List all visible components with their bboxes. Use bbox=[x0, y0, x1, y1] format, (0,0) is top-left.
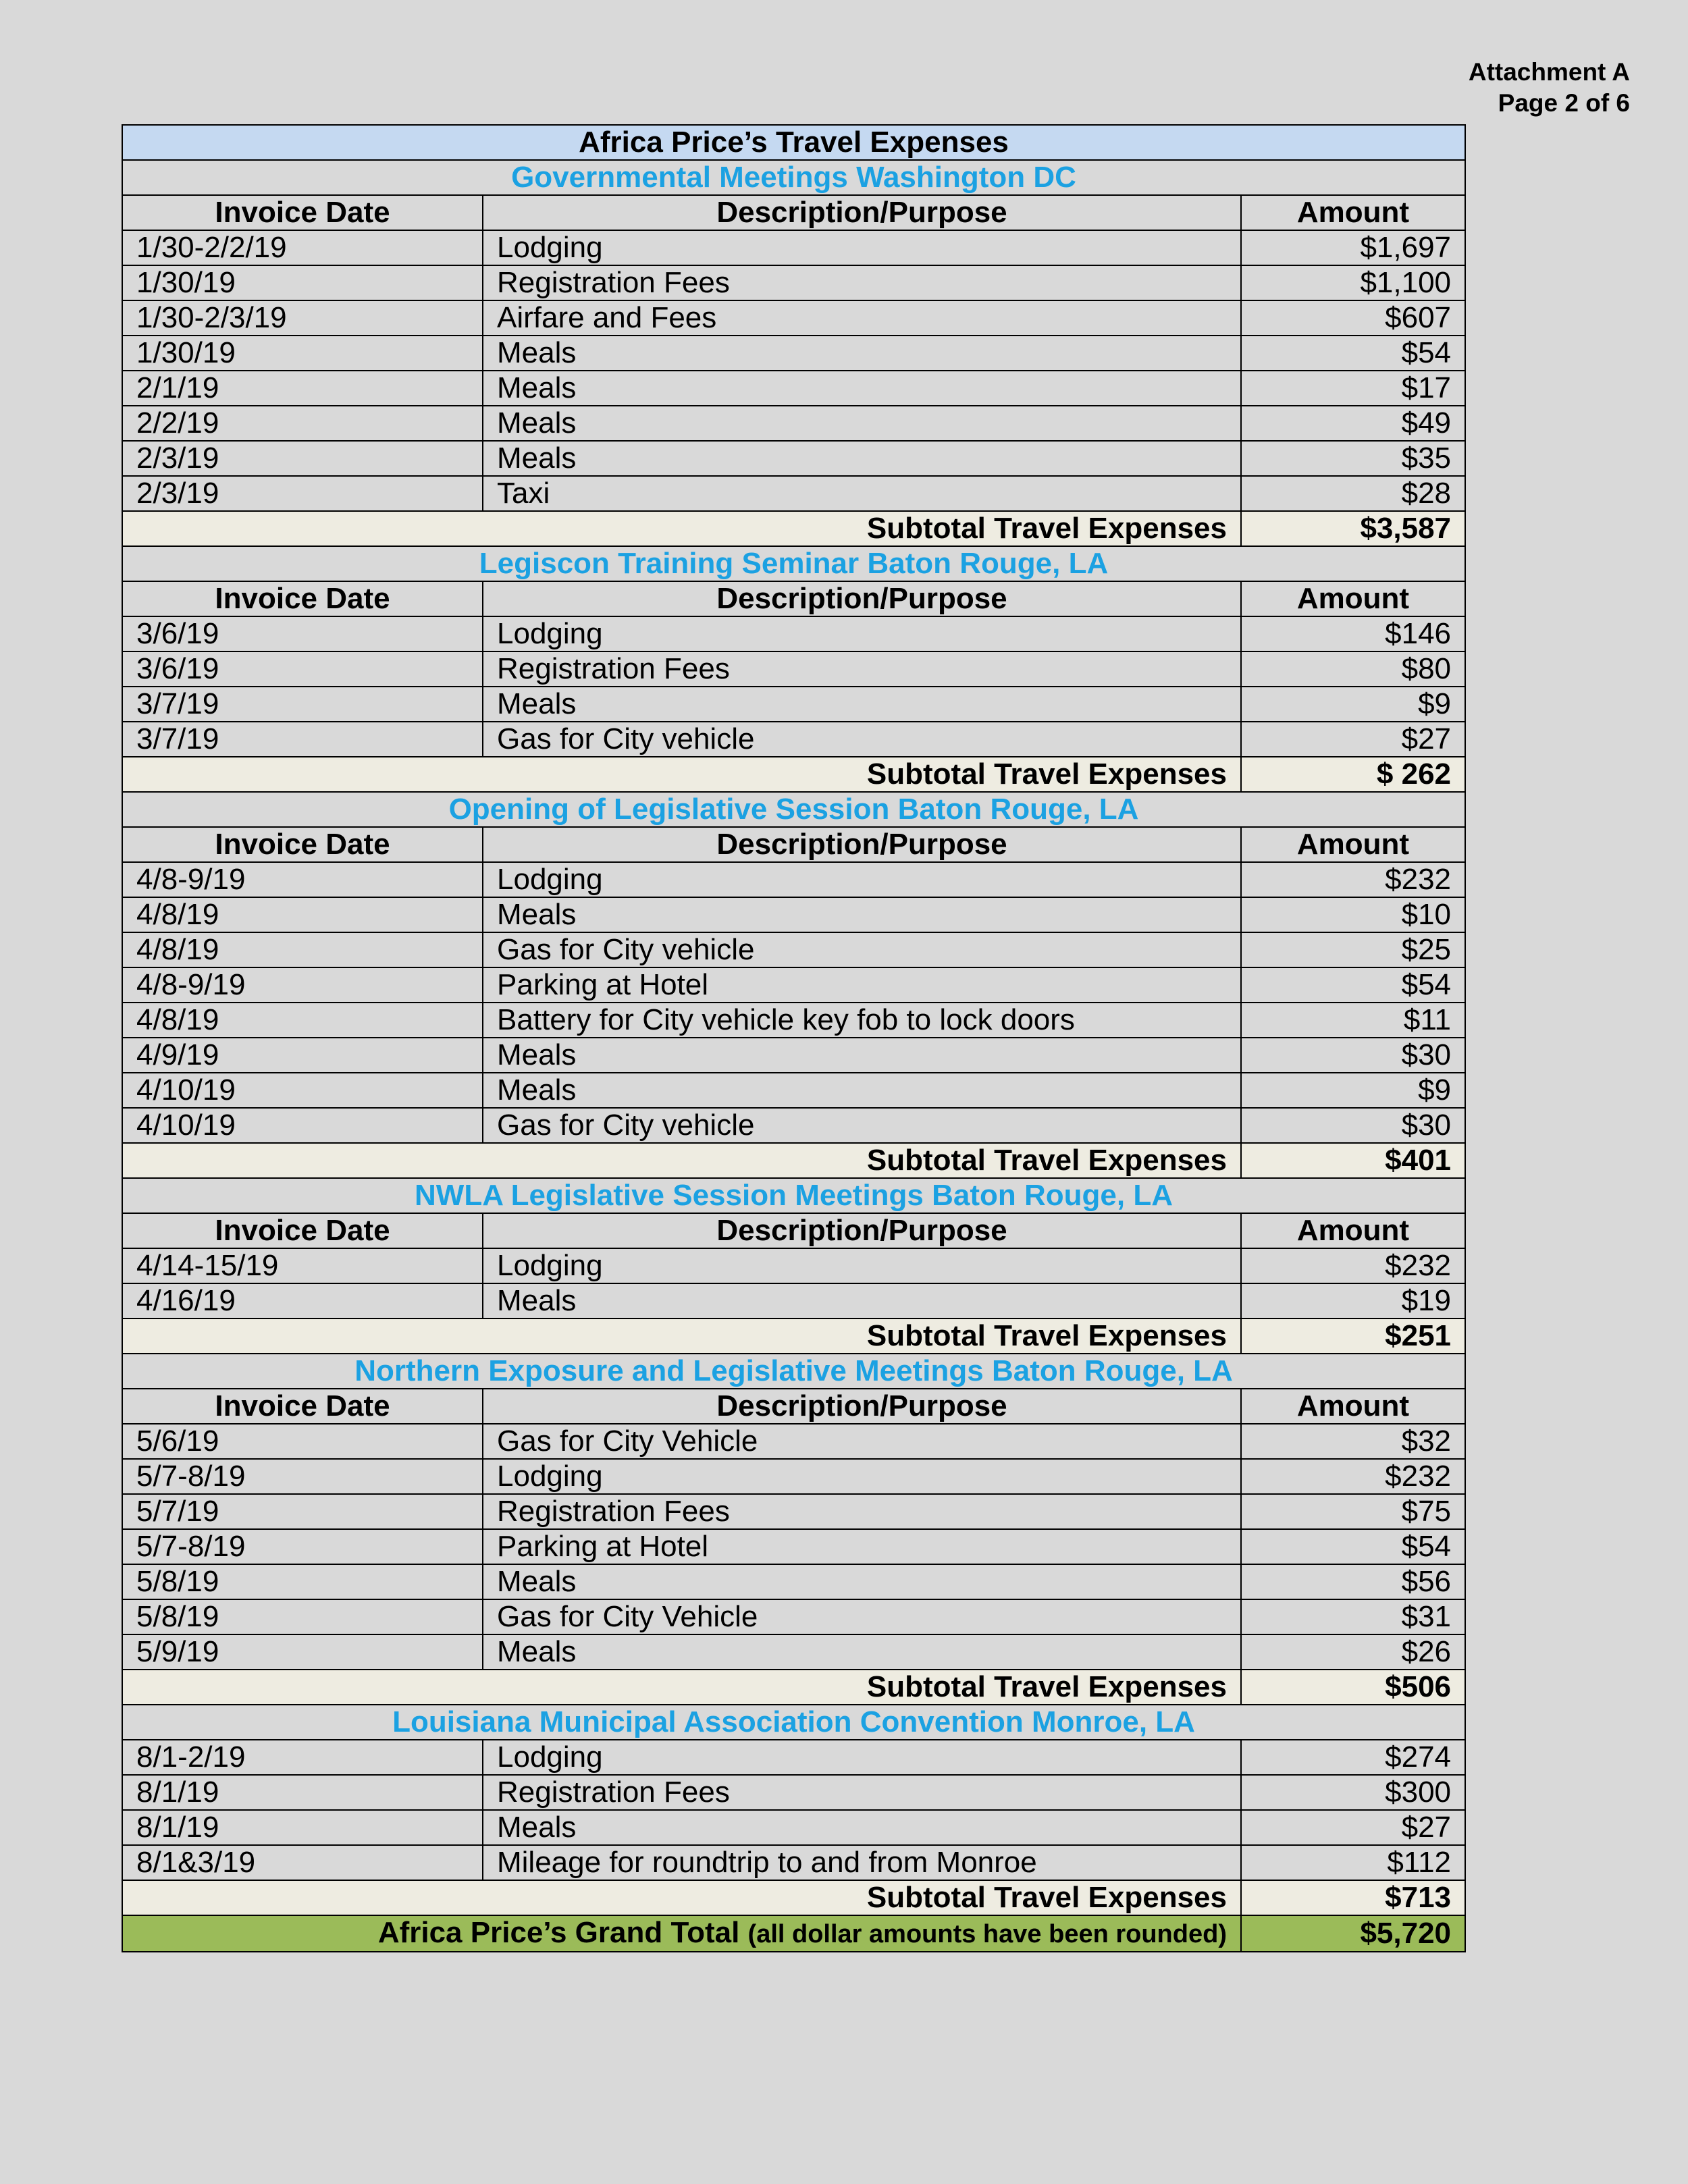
table-row bbox=[122, 1845, 1465, 1880]
amount-cell: $607 bbox=[1241, 300, 1465, 336]
amount-cell: $30 bbox=[1241, 1038, 1465, 1073]
description-cell: Lodging bbox=[483, 616, 1241, 651]
description-cell: Lodging bbox=[483, 1740, 1241, 1775]
amount-cell: $1,697 bbox=[1241, 230, 1465, 265]
subtotal-amount: $251 bbox=[1241, 1319, 1465, 1354]
description-cell: Meals bbox=[483, 687, 1241, 722]
amount-cell: $11 bbox=[1241, 1003, 1465, 1038]
description-cell: Registration Fees bbox=[483, 1775, 1241, 1810]
amount-cell: $25 bbox=[1241, 932, 1465, 967]
header-amount: Amount bbox=[1241, 195, 1465, 230]
invoice-date-cell: 8/1-2/19 bbox=[122, 1740, 483, 1775]
invoice-date-cell: 8/1/19 bbox=[122, 1810, 483, 1845]
description-cell: Registration Fees bbox=[483, 651, 1241, 687]
table-row bbox=[122, 1459, 1465, 1494]
table-row bbox=[122, 967, 1465, 1003]
description-cell: Meals bbox=[483, 336, 1241, 371]
table-row bbox=[122, 1564, 1465, 1599]
subtotal-row bbox=[122, 1670, 1465, 1705]
subtotal-amount: $401 bbox=[1241, 1143, 1465, 1178]
header-amount: Amount bbox=[1241, 581, 1465, 616]
invoice-date-cell: 8/1/19 bbox=[122, 1775, 483, 1810]
amount-cell: $274 bbox=[1241, 1740, 1465, 1775]
description-cell: Airfare and Fees bbox=[483, 300, 1241, 336]
section-title: Opening of Legislative Session Baton Rouge, LA bbox=[122, 792, 1465, 827]
section-title: Governmental Meetings Washington DC bbox=[122, 160, 1465, 195]
subtotal-label: Subtotal Travel Expenses bbox=[122, 1319, 1241, 1354]
invoice-date-cell: 3/6/19 bbox=[122, 651, 483, 687]
invoice-date-cell: 4/8-9/19 bbox=[122, 862, 483, 897]
table-row bbox=[122, 1038, 1465, 1073]
title-row bbox=[122, 125, 1465, 160]
subtotal-row bbox=[122, 1319, 1465, 1354]
amount-cell: $80 bbox=[1241, 651, 1465, 687]
amount-cell: $32 bbox=[1241, 1424, 1465, 1459]
grand-total-label-cell bbox=[122, 1915, 1241, 1952]
subtotal-row bbox=[122, 1880, 1465, 1915]
section-title: Northern Exposure and Legislative Meetings Baton Rouge, LA bbox=[122, 1354, 1465, 1389]
section-title: NWLA Legislative Session Meetings Baton Rouge, LA bbox=[122, 1178, 1465, 1213]
table-row bbox=[122, 1775, 1465, 1810]
header-description: Description/Purpose bbox=[483, 1213, 1241, 1248]
invoice-date-cell: 4/10/19 bbox=[122, 1108, 483, 1143]
amount-cell: $10 bbox=[1241, 897, 1465, 932]
grand-total-amount: $5,720 bbox=[1241, 1915, 1465, 1952]
invoice-date-cell: 2/3/19 bbox=[122, 441, 483, 476]
subtotal-label: Subtotal Travel Expenses bbox=[122, 1880, 1241, 1915]
amount-cell: $56 bbox=[1241, 1564, 1465, 1599]
grand-total-row bbox=[122, 1915, 1465, 1952]
section-title-row bbox=[122, 792, 1465, 827]
table-row bbox=[122, 336, 1465, 371]
table-row bbox=[122, 476, 1465, 511]
table-row bbox=[122, 441, 1465, 476]
table-row bbox=[122, 722, 1465, 757]
description-cell: Meals bbox=[483, 897, 1241, 932]
amount-cell: $17 bbox=[1241, 371, 1465, 406]
header-description: Description/Purpose bbox=[483, 195, 1241, 230]
description-cell: Meals bbox=[483, 1634, 1241, 1670]
amount-cell: $27 bbox=[1241, 722, 1465, 757]
description-cell: Meals bbox=[483, 1073, 1241, 1108]
description-cell: Meals bbox=[483, 1283, 1241, 1319]
amount-cell: $27 bbox=[1241, 1810, 1465, 1845]
section-title: Legiscon Training Seminar Baton Rouge, LA bbox=[122, 546, 1465, 581]
table-row bbox=[122, 300, 1465, 336]
invoice-date-cell: 5/6/19 bbox=[122, 1424, 483, 1459]
amount-cell: $300 bbox=[1241, 1775, 1465, 1810]
subtotal-row bbox=[122, 1143, 1465, 1178]
amount-cell: $19 bbox=[1241, 1283, 1465, 1319]
amount-cell: $232 bbox=[1241, 862, 1465, 897]
description-cell: Mileage for roundtrip to and from Monroe bbox=[483, 1845, 1241, 1880]
table-row bbox=[122, 687, 1465, 722]
amount-cell: $54 bbox=[1241, 336, 1465, 371]
amount-cell: $9 bbox=[1241, 1073, 1465, 1108]
header-invoice-date: Invoice Date bbox=[122, 827, 483, 862]
column-header-row bbox=[122, 1389, 1465, 1424]
invoice-date-cell: 5/9/19 bbox=[122, 1634, 483, 1670]
table-row bbox=[122, 1634, 1465, 1670]
table-row bbox=[122, 406, 1465, 441]
subtotal-label: Subtotal Travel Expenses bbox=[122, 1670, 1241, 1705]
subtotal-label: Subtotal Travel Expenses bbox=[122, 757, 1241, 792]
invoice-date-cell: 4/14-15/19 bbox=[122, 1248, 483, 1283]
description-cell: Gas for City Vehicle bbox=[483, 1424, 1241, 1459]
section-title: Louisiana Municipal Association Convention Monroe, LA bbox=[122, 1705, 1465, 1740]
invoice-date-cell: 1/30/19 bbox=[122, 265, 483, 300]
amount-cell: $75 bbox=[1241, 1494, 1465, 1529]
table-row bbox=[122, 1248, 1465, 1283]
invoice-date-cell: 4/8-9/19 bbox=[122, 967, 483, 1003]
description-cell: Registration Fees bbox=[483, 265, 1241, 300]
subtotal-amount: $ 262 bbox=[1241, 757, 1465, 792]
subtotal-row bbox=[122, 757, 1465, 792]
expenses-table-body bbox=[122, 125, 1465, 1952]
invoice-date-cell: 3/7/19 bbox=[122, 687, 483, 722]
table-row bbox=[122, 1494, 1465, 1529]
invoice-date-cell: 1/30/19 bbox=[122, 336, 483, 371]
table-title: Africa Price’s Travel Expenses bbox=[122, 125, 1465, 160]
subtotal-amount: $713 bbox=[1241, 1880, 1465, 1915]
subtotal-row bbox=[122, 511, 1465, 546]
header-amount: Amount bbox=[1241, 1213, 1465, 1248]
column-header-row bbox=[122, 195, 1465, 230]
description-cell: Lodging bbox=[483, 1248, 1241, 1283]
table-row bbox=[122, 1599, 1465, 1634]
amount-cell: $35 bbox=[1241, 441, 1465, 476]
amount-cell: $26 bbox=[1241, 1634, 1465, 1670]
description-cell: Taxi bbox=[483, 476, 1241, 511]
invoice-date-cell: 5/7-8/19 bbox=[122, 1529, 483, 1564]
description-cell: Parking at Hotel bbox=[483, 1529, 1241, 1564]
invoice-date-cell: 2/2/19 bbox=[122, 406, 483, 441]
description-cell: Lodging bbox=[483, 1459, 1241, 1494]
header-description: Description/Purpose bbox=[483, 1389, 1241, 1424]
header-description: Description/Purpose bbox=[483, 581, 1241, 616]
invoice-date-cell: 4/9/19 bbox=[122, 1038, 483, 1073]
header-amount: Amount bbox=[1241, 1389, 1465, 1424]
invoice-date-cell: 5/7-8/19 bbox=[122, 1459, 483, 1494]
amount-cell: $49 bbox=[1241, 406, 1465, 441]
header-invoice-date: Invoice Date bbox=[122, 581, 483, 616]
amount-cell: $232 bbox=[1241, 1459, 1465, 1494]
subtotal-label: Subtotal Travel Expenses bbox=[122, 1143, 1241, 1178]
attachment-header bbox=[1469, 57, 1630, 119]
table-row bbox=[122, 1108, 1465, 1143]
table-row bbox=[122, 1529, 1465, 1564]
invoice-date-cell: 1/30-2/3/19 bbox=[122, 300, 483, 336]
section-title-row bbox=[122, 1705, 1465, 1740]
invoice-date-cell: 4/10/19 bbox=[122, 1073, 483, 1108]
amount-cell: $146 bbox=[1241, 616, 1465, 651]
invoice-date-cell: 5/8/19 bbox=[122, 1599, 483, 1634]
section-title-row bbox=[122, 160, 1465, 195]
subtotal-label: Subtotal Travel Expenses bbox=[122, 511, 1241, 546]
table-row bbox=[122, 932, 1465, 967]
travel-expenses-table bbox=[122, 124, 1466, 1952]
grand-total-note: (all dollar amounts have been rounded) bbox=[747, 1920, 1227, 1948]
amount-cell: $112 bbox=[1241, 1845, 1465, 1880]
amount-cell: $30 bbox=[1241, 1108, 1465, 1143]
invoice-date-cell: 1/30-2/2/19 bbox=[122, 230, 483, 265]
invoice-date-cell: 5/8/19 bbox=[122, 1564, 483, 1599]
header-invoice-date: Invoice Date bbox=[122, 195, 483, 230]
description-cell: Lodging bbox=[483, 230, 1241, 265]
invoice-date-cell: 3/6/19 bbox=[122, 616, 483, 651]
attachment-label: Attachment A bbox=[1468, 58, 1630, 86]
table-row bbox=[122, 1424, 1465, 1459]
description-cell: Meals bbox=[483, 406, 1241, 441]
table-row bbox=[122, 1740, 1465, 1775]
subtotal-amount: $506 bbox=[1241, 1670, 1465, 1705]
table-row bbox=[122, 1003, 1465, 1038]
section-title-row bbox=[122, 546, 1465, 581]
table-row bbox=[122, 862, 1465, 897]
section-title-row bbox=[122, 1178, 1465, 1213]
invoice-date-cell: 2/3/19 bbox=[122, 476, 483, 511]
invoice-date-cell: 4/8/19 bbox=[122, 932, 483, 967]
description-cell: Meals bbox=[483, 1810, 1241, 1845]
description-cell: Gas for City vehicle bbox=[483, 1108, 1241, 1143]
description-cell: Lodging bbox=[483, 862, 1241, 897]
table-row bbox=[122, 1073, 1465, 1108]
section-title-row bbox=[122, 1354, 1465, 1389]
column-header-row bbox=[122, 581, 1465, 616]
amount-cell: $28 bbox=[1241, 476, 1465, 511]
table-row bbox=[122, 265, 1465, 300]
amount-cell: $1,100 bbox=[1241, 265, 1465, 300]
table-row bbox=[122, 1283, 1465, 1319]
table-row bbox=[122, 651, 1465, 687]
column-header-row bbox=[122, 1213, 1465, 1248]
table-row bbox=[122, 616, 1465, 651]
invoice-date-cell: 5/7/19 bbox=[122, 1494, 483, 1529]
description-cell: Gas for City vehicle bbox=[483, 932, 1241, 967]
description-cell: Meals bbox=[483, 1038, 1241, 1073]
invoice-date-cell: 4/8/19 bbox=[122, 897, 483, 932]
amount-cell: $54 bbox=[1241, 967, 1465, 1003]
description-cell: Meals bbox=[483, 1564, 1241, 1599]
amount-cell: $54 bbox=[1241, 1529, 1465, 1564]
description-cell: Gas for City vehicle bbox=[483, 722, 1241, 757]
invoice-date-cell: 2/1/19 bbox=[122, 371, 483, 406]
description-cell: Battery for City vehicle key fob to lock doors bbox=[483, 1003, 1241, 1038]
table-row bbox=[122, 897, 1465, 932]
subtotal-amount: $3,587 bbox=[1241, 511, 1465, 546]
table-row bbox=[122, 371, 1465, 406]
header-invoice-date: Invoice Date bbox=[122, 1389, 483, 1424]
description-cell: Gas for City Vehicle bbox=[483, 1599, 1241, 1634]
description-cell: Meals bbox=[483, 371, 1241, 406]
amount-cell: $232 bbox=[1241, 1248, 1465, 1283]
header-description: Description/Purpose bbox=[483, 827, 1241, 862]
header-invoice-date: Invoice Date bbox=[122, 1213, 483, 1248]
description-cell: Meals bbox=[483, 441, 1241, 476]
page-number: Page 2 of 6 bbox=[1498, 89, 1630, 117]
header-amount: Amount bbox=[1241, 827, 1465, 862]
invoice-date-cell: 4/8/19 bbox=[122, 1003, 483, 1038]
table-row bbox=[122, 230, 1465, 265]
description-cell: Registration Fees bbox=[483, 1494, 1241, 1529]
table-row bbox=[122, 1810, 1465, 1845]
amount-cell: $9 bbox=[1241, 687, 1465, 722]
description-cell: Parking at Hotel bbox=[483, 967, 1241, 1003]
column-header-row bbox=[122, 827, 1465, 862]
invoice-date-cell: 4/16/19 bbox=[122, 1283, 483, 1319]
grand-total-label: Africa Price’s Grand Total bbox=[377, 1916, 740, 1949]
invoice-date-cell: 3/7/19 bbox=[122, 722, 483, 757]
amount-cell: $31 bbox=[1241, 1599, 1465, 1634]
invoice-date-cell: 8/1&3/19 bbox=[122, 1845, 483, 1880]
